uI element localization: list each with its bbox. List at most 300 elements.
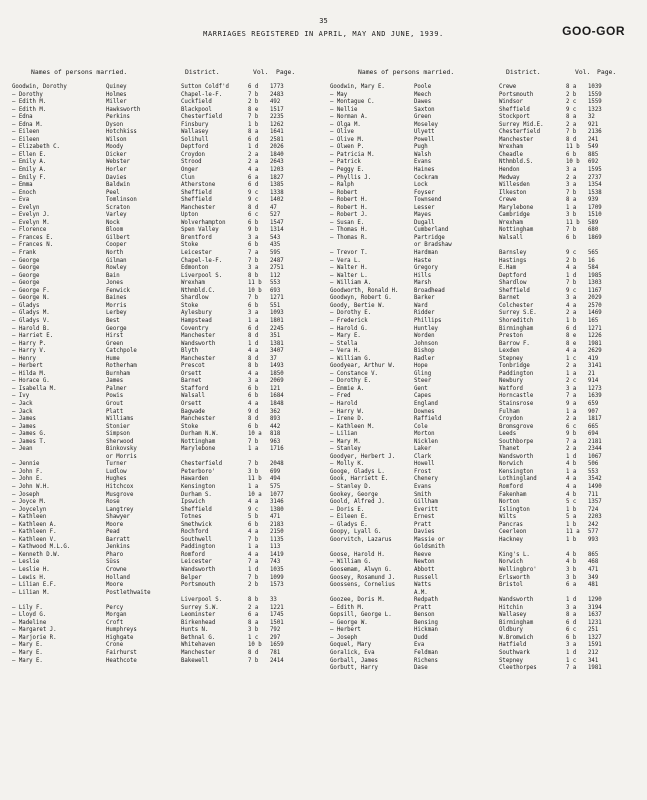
district: Hendon xyxy=(499,167,520,174)
spouse-surname: Perkins xyxy=(106,114,130,121)
district: Ceerleon xyxy=(499,529,527,536)
page-ref: 494 xyxy=(270,476,281,483)
district: Durham N.W. xyxy=(181,431,219,438)
volume: 6 d xyxy=(566,619,577,626)
entry-name: — James G. xyxy=(12,431,47,438)
district: Peterboro' xyxy=(181,468,216,475)
volume: 10 b xyxy=(566,159,580,166)
col-header-vol-left: Vol. xyxy=(253,68,269,76)
page-ref: 1501 xyxy=(270,619,284,626)
spouse-surname: Lock xyxy=(414,182,428,189)
entry-name: — Olive M. xyxy=(330,136,365,143)
volume: 8 a xyxy=(566,84,577,90)
register-entry xyxy=(12,122,312,130)
district: Newbury xyxy=(499,378,523,385)
district: Stockport xyxy=(499,114,530,121)
page-ref: 1262 xyxy=(270,121,284,128)
spouse-surname: Lesser xyxy=(414,204,435,211)
spouse-surname: Bloom xyxy=(106,227,124,234)
register-entry xyxy=(330,363,630,371)
volume: 6 b xyxy=(248,302,259,309)
entry-name: — Olwen P. xyxy=(330,144,365,151)
entry-name: — Madeline xyxy=(12,619,47,626)
volume: 3 a xyxy=(566,167,577,174)
spouse-surname: Redpath xyxy=(414,597,438,604)
volume: 2 a xyxy=(566,416,577,423)
page-ref: 577 xyxy=(588,529,599,536)
entry-name: — Leslie xyxy=(12,559,40,566)
spouse-surname: Holmes xyxy=(106,91,127,98)
volume: 3 a xyxy=(248,310,259,317)
register-entry xyxy=(330,627,630,635)
register-entry xyxy=(12,522,312,530)
page-ref: 37 xyxy=(270,355,277,362)
spouse-surname: Gent xyxy=(414,385,428,392)
district: Tonbridge xyxy=(499,363,530,370)
register-entry xyxy=(12,424,312,432)
page-ref: 1381 xyxy=(270,340,284,347)
volume: 2 b xyxy=(566,91,577,98)
page-ref: 1985 xyxy=(588,272,602,279)
page-ref: 1659 xyxy=(270,642,284,649)
volume: 1 d xyxy=(248,144,259,151)
register-entry xyxy=(12,341,312,349)
district: Islington xyxy=(499,506,530,513)
entry-name: Goorvitch, Lazarus xyxy=(330,536,392,543)
page-ref: 1419 xyxy=(270,551,284,558)
volume: 3 b xyxy=(566,574,577,581)
page-ref: 584 xyxy=(588,265,599,272)
volume: 7 b xyxy=(566,280,577,287)
volume: 7 a xyxy=(248,559,259,566)
district: Fakenham xyxy=(499,491,527,498)
entry-name: — Harry W. xyxy=(330,408,365,415)
register-entry xyxy=(12,280,312,288)
spouse-surname: Wilson xyxy=(106,136,127,143)
spouse-surname: A.M. xyxy=(414,589,428,596)
register-entry xyxy=(12,190,312,198)
district: Finsbury xyxy=(181,121,209,128)
volume: 4 a xyxy=(248,499,259,506)
spouse-surname: Saxton xyxy=(414,106,435,113)
spouse-surname: Horler xyxy=(106,167,127,174)
entry-name: — Lewis H. xyxy=(12,574,47,581)
entry-name: — Trevor T. xyxy=(330,250,368,257)
volume: 7 a xyxy=(566,393,577,400)
volume: 3 a xyxy=(566,642,577,649)
volume: 3 b xyxy=(248,627,259,634)
volume: 9 c xyxy=(566,250,577,257)
register-entry xyxy=(330,227,630,235)
spouse-surname: Reeve xyxy=(414,551,432,558)
entry-name: — William G. xyxy=(330,559,372,566)
register-entry xyxy=(12,197,312,205)
entry-name: — Jennie xyxy=(12,461,40,468)
spouse-surname: Meech xyxy=(414,91,432,98)
page-ref: 2737 xyxy=(588,174,602,181)
entry-name: Gookey, George xyxy=(330,491,378,498)
spouse-surname: George xyxy=(106,325,127,332)
entry-name: — Molly K. xyxy=(330,461,365,468)
district: Paddington xyxy=(499,370,534,377)
district: Edmonton xyxy=(181,265,209,272)
register-entry xyxy=(12,212,312,220)
page-ref: 543 xyxy=(270,234,281,241)
district: Atherstone xyxy=(181,182,216,189)
spouse-surname: Davies xyxy=(106,174,127,181)
register-entry xyxy=(12,235,312,243)
register-entry xyxy=(12,612,312,620)
page-ref: 2136 xyxy=(588,129,602,136)
volume: 6 b xyxy=(248,423,259,430)
volume: 1 a xyxy=(566,370,577,377)
district: Wilts xyxy=(499,514,517,521)
spouse-surname: Quiney xyxy=(106,84,127,90)
register-entry xyxy=(330,242,630,250)
page-ref: 665 xyxy=(588,423,599,430)
register-entry xyxy=(330,152,630,160)
register-entry xyxy=(12,92,312,100)
register-entry xyxy=(330,205,630,213)
page-ref: 1827 xyxy=(270,174,284,181)
district: Manchester xyxy=(499,136,534,143)
district: Nottingham xyxy=(499,227,534,234)
entry-name: — Olga M. xyxy=(330,121,361,128)
page-ref: 1848 xyxy=(270,400,284,407)
page-ref: 781 xyxy=(270,650,281,657)
entry-name: — Kathleen A. xyxy=(12,521,57,528)
district: Durham S. xyxy=(181,491,212,498)
page-ref: 2629 xyxy=(588,348,602,355)
spouse-surname: Stonier xyxy=(106,423,130,430)
spouse-surname: Webster xyxy=(106,159,130,166)
page-ref: 1203 xyxy=(270,167,284,174)
register-entry xyxy=(330,476,630,484)
register-entry xyxy=(330,597,630,605)
spouse-surname: Jones xyxy=(106,280,124,287)
volume: 5 a xyxy=(566,514,577,521)
district: Wallasey xyxy=(499,612,527,619)
volume: 2 a xyxy=(566,174,577,181)
page-ref: 865 xyxy=(588,551,599,558)
entry-name: — Irene D. xyxy=(330,416,365,423)
register-entry xyxy=(330,235,630,243)
register-entry xyxy=(330,409,630,417)
spouse-surname: Morgan xyxy=(106,612,127,619)
entry-name: — Lilian E.F. xyxy=(12,582,57,589)
entry-name: — George F. xyxy=(12,287,50,294)
volume: 6 d xyxy=(248,182,259,189)
page-ref: 442 xyxy=(270,423,281,430)
entry-name: — Emmie A. xyxy=(330,385,365,392)
entry-name: Goodwin, Mary E. xyxy=(330,84,385,90)
spouse-surname: Barratt xyxy=(106,536,130,543)
register-entry xyxy=(12,627,312,635)
district: Wandsworth xyxy=(499,597,534,604)
district: Bakewell xyxy=(181,657,209,664)
spouse-surname: Williams xyxy=(106,416,134,423)
spouse-surname: Palmer xyxy=(106,385,127,392)
page-ref: 2069 xyxy=(270,378,284,385)
district: Manchester xyxy=(181,333,216,340)
district: Croydon xyxy=(499,416,523,423)
entry-name: — Emily A. xyxy=(12,159,47,166)
register-entry xyxy=(12,159,312,167)
volume: 9 b xyxy=(248,227,259,234)
entry-name: — Harry V. xyxy=(12,348,47,355)
register-entry xyxy=(12,416,312,424)
page-ref: 1039 xyxy=(588,84,602,90)
volume: 9 c xyxy=(566,106,577,113)
spouse-surname: Morton xyxy=(414,431,435,438)
register-entry xyxy=(12,175,312,183)
volume: 8 b xyxy=(248,272,259,279)
page-ref: 1716 xyxy=(270,446,284,453)
entry-name: — Herbert xyxy=(12,363,43,370)
register-entry xyxy=(330,114,630,122)
spouse-surname: Raffield xyxy=(414,416,442,423)
district: W.Bromwich xyxy=(499,634,534,641)
entry-name: — Joycelyn xyxy=(12,506,47,513)
entry-name: — Lily F. xyxy=(12,604,43,611)
register-entry xyxy=(12,144,312,152)
entry-name: Goodyear, Arthur W. xyxy=(330,363,396,370)
spouse-surname: Cooper xyxy=(106,242,127,249)
register-entry xyxy=(330,167,630,175)
col-header-page-left: Page. xyxy=(276,68,296,76)
volume: 7 b xyxy=(566,129,577,136)
page-ref: 893 xyxy=(270,416,281,423)
register-entry xyxy=(12,356,312,364)
spouse-surname: Watts xyxy=(414,582,432,589)
page-ref: 1290 xyxy=(588,597,602,604)
entry-name: Goody, Bertie W. xyxy=(330,302,385,309)
register-entry xyxy=(12,620,312,628)
register-entry xyxy=(330,310,630,318)
spouse-surname: Haste xyxy=(414,257,432,264)
district: Blackpool xyxy=(181,106,212,113)
register-entry xyxy=(330,492,630,500)
page-ref: 993 xyxy=(588,536,599,543)
register-entry xyxy=(330,499,630,507)
district: Deptford xyxy=(499,272,527,279)
page-ref: 471 xyxy=(270,514,281,521)
spouse-surname: Russell xyxy=(414,574,438,581)
district: Chesterfield xyxy=(181,114,223,121)
district: Walsall xyxy=(499,234,523,241)
page-ref: 112 xyxy=(270,272,281,279)
register-entry xyxy=(330,590,630,598)
page-ref: 1591 xyxy=(588,642,602,649)
spouse-surname: Fenwick xyxy=(106,287,130,294)
district: Barnet xyxy=(499,295,520,302)
register-entry xyxy=(12,167,312,175)
entry-name: — Susan E. xyxy=(330,219,365,226)
spouse-surname: Ulyett xyxy=(414,129,435,136)
page-ref: 551 xyxy=(270,302,281,309)
page-ref: 1226 xyxy=(588,333,602,340)
page-ref: 1840 xyxy=(270,151,284,158)
spouse-surname: Highgate xyxy=(106,634,134,641)
col-header-district-left: District. xyxy=(185,68,220,76)
volume: 4 a xyxy=(566,302,577,309)
district: Hastings xyxy=(499,257,527,264)
spouse-surname: or Bradshaw xyxy=(414,242,452,249)
page-ref: 33 xyxy=(270,597,277,604)
entry-name: — Edith M. xyxy=(330,604,365,611)
spouse-surname: Johnson xyxy=(414,340,438,347)
entry-name: — Jean xyxy=(12,446,33,453)
register-entry xyxy=(330,333,630,341)
volume: 6 c xyxy=(248,212,259,219)
entry-name: — Emily A. xyxy=(12,167,47,174)
page-ref: 1067 xyxy=(588,453,602,460)
district: Norton xyxy=(499,499,520,506)
register-entry xyxy=(330,197,630,205)
register-entry xyxy=(330,250,630,258)
register-entry xyxy=(12,431,312,439)
volume: 8 a xyxy=(248,619,259,626)
entry-name: Goralick, Eva xyxy=(330,650,375,657)
entry-name: — Patricia M. xyxy=(330,151,375,158)
page-ref: 914 xyxy=(588,378,599,385)
volume: 7 b xyxy=(248,91,259,98)
volume: 1 a xyxy=(248,544,259,551)
entry-name: — Ivy xyxy=(12,393,30,400)
entry-name: — Dorothy xyxy=(12,91,43,98)
volume: 1 d xyxy=(566,650,577,657)
district: Belper xyxy=(181,574,202,581)
district: Portsmouth xyxy=(499,91,534,98)
spouse-surname: Downes xyxy=(414,408,435,415)
entry-name: — George N. xyxy=(12,295,50,302)
register-entry xyxy=(12,107,312,115)
entry-name: — Jack xyxy=(12,400,33,407)
volume: 4 a xyxy=(566,483,577,490)
volume: 2 a xyxy=(248,604,259,611)
spouse-surname: Worden xyxy=(414,333,435,340)
entry-name: — Harold B. xyxy=(12,325,50,332)
entry-name: — James T. xyxy=(12,438,47,445)
volume: 11 b xyxy=(248,476,262,483)
register-entry xyxy=(12,84,312,92)
volume: 1 c xyxy=(566,657,577,664)
page-ref: 818 xyxy=(270,431,281,438)
register-entry xyxy=(12,575,312,583)
volume: 2 a xyxy=(248,159,259,166)
spouse-surname: Bishop xyxy=(414,348,435,355)
spouse-surname: Eva xyxy=(414,642,425,649)
district: Horncastle xyxy=(499,393,534,400)
district: Leicester xyxy=(181,250,212,257)
register-entry xyxy=(12,220,312,228)
col-header-page-right: Page. xyxy=(597,68,617,76)
page-ref: 1639 xyxy=(588,393,602,400)
spouse-surname: Powis xyxy=(106,393,124,400)
volume: 1 d xyxy=(248,340,259,347)
district: Liverpool S. xyxy=(181,272,223,279)
spouse-surname: Binkovsky xyxy=(106,446,137,453)
district: Nthmbld.S. xyxy=(499,159,534,166)
page-ref: 3146 xyxy=(270,499,284,506)
entry-name: — Walter L. xyxy=(330,272,368,279)
entry-name: — Marjorie R. xyxy=(12,634,57,641)
page-ref: 1327 xyxy=(588,634,602,641)
district: Manchester xyxy=(181,204,216,211)
volume: 8 d xyxy=(248,416,259,423)
page-ref: 792 xyxy=(270,627,281,634)
spouse-surname: Benson xyxy=(414,612,435,619)
entry-name: — Dorothy E. xyxy=(330,378,372,385)
register-entry xyxy=(12,590,312,598)
volume: 2 a xyxy=(566,363,577,370)
page-ref: 1271 xyxy=(588,325,602,332)
district: Wrexham xyxy=(499,144,523,151)
district: Nthmbld.C. xyxy=(181,287,216,294)
spouse-surname: Abbott xyxy=(414,567,435,573)
register-entry xyxy=(12,242,312,250)
register-entry xyxy=(330,612,630,620)
entry-name: — John W.H. xyxy=(12,483,50,490)
page-ref: 1559 xyxy=(588,99,602,106)
volume: 9 d xyxy=(248,408,259,415)
district: Whitehaven xyxy=(181,642,216,649)
spouse-surname: Burnham xyxy=(106,370,130,377)
district: Stoke xyxy=(181,302,199,309)
volume: 6 c xyxy=(566,627,577,634)
volume: 10 b xyxy=(248,287,262,294)
volume: 8 a xyxy=(566,197,577,204)
entry-name: — Joyce M. xyxy=(12,499,47,506)
register-entry xyxy=(330,522,630,530)
volume: 8 b xyxy=(248,597,259,604)
district: Kensington xyxy=(499,468,534,475)
volume: 8 b xyxy=(248,363,259,370)
page-ref: 3194 xyxy=(588,604,602,611)
register-entry xyxy=(330,129,630,137)
entry-name: — Mary E. xyxy=(12,642,43,649)
register-entry xyxy=(330,265,630,273)
district: Spen Valley xyxy=(181,227,219,234)
page-ref: 435 xyxy=(270,242,281,249)
entry-name: — Mary E. xyxy=(330,333,361,340)
volume: 4 a xyxy=(566,348,577,355)
page-ref: 297 xyxy=(270,634,281,641)
entry-name: — George xyxy=(12,280,40,287)
register-entry xyxy=(330,416,630,424)
entry-name: — George xyxy=(12,257,40,264)
register-entry xyxy=(12,378,312,386)
page-ref: 553 xyxy=(270,280,281,287)
register-entry xyxy=(12,650,312,658)
register-entry xyxy=(12,326,312,334)
page-ref: 699 xyxy=(270,468,281,475)
register-entry xyxy=(12,605,312,613)
spouse-surname: Moseley xyxy=(414,121,438,128)
spouse-surname: Gregory xyxy=(414,265,438,272)
register-entry xyxy=(330,484,630,492)
entry-name: Goold, Alfred J. xyxy=(330,499,385,506)
entry-name: — Robert J. xyxy=(330,212,368,219)
volume: 7 b xyxy=(248,438,259,445)
spouse-surname: Pratt xyxy=(414,521,432,528)
spouse-surname: Massie or xyxy=(414,536,445,543)
spouse-surname: Varley xyxy=(106,212,127,219)
register-entry xyxy=(12,439,312,447)
district: Cambridge xyxy=(499,212,530,219)
page-ref: 1402 xyxy=(270,197,284,204)
district: Wandsworth xyxy=(499,453,534,460)
